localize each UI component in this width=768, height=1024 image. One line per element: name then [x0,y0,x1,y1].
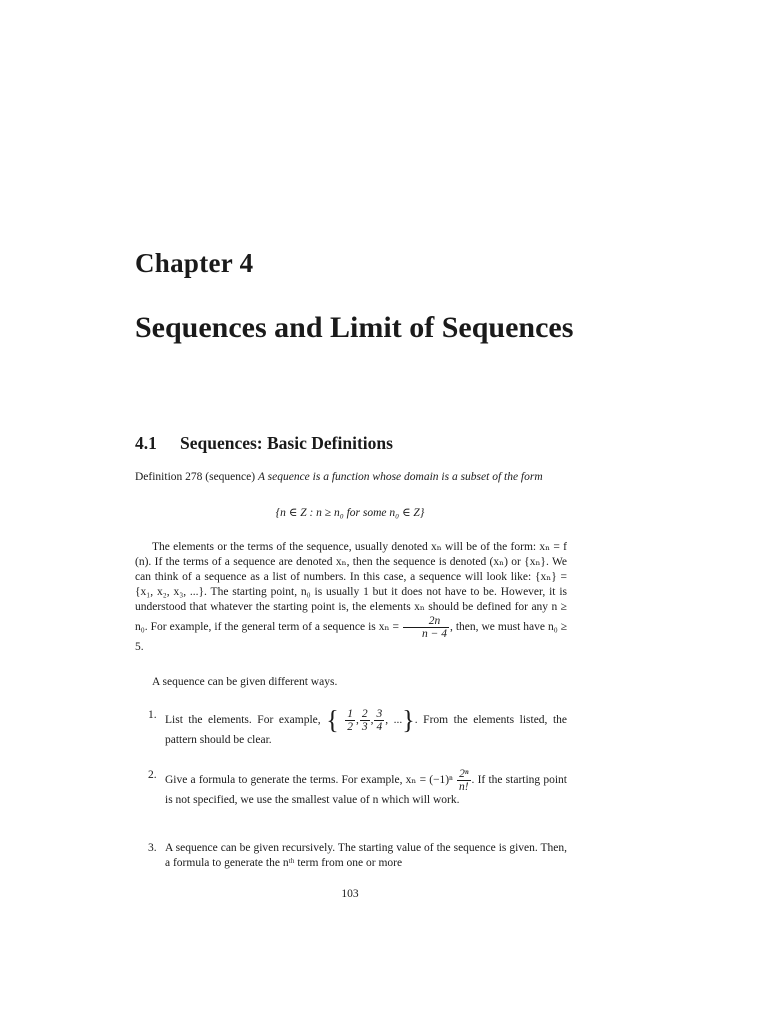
fraction [360,708,370,733]
fraction-2n-over-n-factorial [457,768,471,793]
set-definition: {n ∈ Z : n ≥ n₀ for some n₀ ∈ Z} [275,507,425,519]
list-item-content: List the elements. For example, { $\frac{1}{2}$ , $\frac{2}{3}$ , $\frac{3}{4}$ , ...}. From the elements listed, the pattern should be clear. [165,705,568,746]
fraction-numerator: 3 [376,708,383,720]
fraction-2n-over-n-4 [403,615,449,640]
left-brace-glyph: { [326,705,339,735]
fraction [345,708,355,733]
fraction [374,708,384,733]
fraction-numerator: 2ⁿ [457,768,471,781]
list-item-text-before: List the elements. For example, [165,714,321,727]
section-title: Sequences: Basic Definitions [180,433,393,453]
paragraph-text-part2: , then, we must have n₀ ≥ 5. [135,621,568,653]
fraction-numerator: 2n [403,615,449,628]
page-number: 103 [341,888,359,900]
list-item-text-after: . If the starting point is not specified, we use the smallest value of n which will work. [165,774,567,806]
fraction-denominator: n! [458,781,469,793]
fraction-denominator: 3 [361,721,368,733]
section-heading [135,433,393,454]
list-item-text-after: . From the elements listed, the pattern should be clear. [165,714,568,746]
right-brace-glyph: } [402,705,415,735]
paragraph-ways: A sequence can be given different ways. [152,676,338,688]
list-index: 3. [148,842,157,854]
list-item-content [165,768,567,808]
definition-label: Definition 278 (sequence) [135,471,256,483]
list-index: 2. [148,769,157,781]
paragraph-text-part1: The elements or the terms of the sequence, usually denoted xₙ will be of the form: xₙ = f (n). If the terms of a sequence are denoted xₙ, then the sequence is denoted (xₙ) or {xₙ}. We can think of a sequence as a list of numbers. In this case, a sequence will look like: {xₙ} = {x₁, x₂, x₃, ...}. The starting point, n₀ is usually 1 but it does not have to be. However, it is understood that whatever the starting point is, the elements xₙ should be defined for any n ≥ n₀. For example, if the general term of a sequence is xₙ = [135,541,567,634]
chapter-title: Sequences and Limit of Sequences [135,311,574,344]
definition [135,470,567,485]
chapter-label: Chapter 4 [135,248,254,278]
fraction-denominator: 4 [376,721,383,733]
definition-body: A sequence is a function whose domain is a subset of the form [257,471,543,483]
list-item-content: A sequence can be given recursively. The starting value of the sequence is given. Then, a formula to generate the nᵗʰ term from one or more [165,842,567,869]
paragraph-elements [135,540,567,655]
section-number: 4.1 [135,433,157,453]
fraction-numerator: 1 [347,708,353,720]
fraction-denominator: 2 [347,721,353,733]
list-item-text-before: Give a formula to generate the terms. For example, xₙ = (−1)ⁿ [165,774,453,787]
fraction-denominator: n − 4 [421,628,447,640]
fraction-numerator: 2 [361,708,368,720]
list-index: 1. [148,709,157,721]
